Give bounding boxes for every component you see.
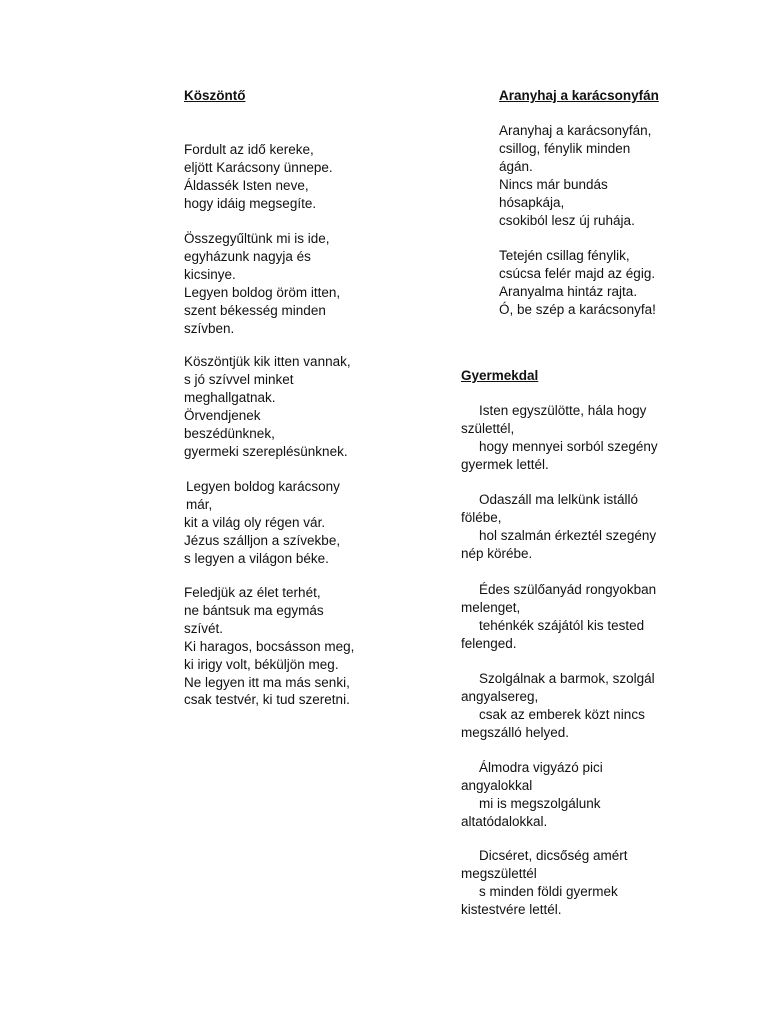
poem-line: csúcsa felér majd az égig. [499, 265, 656, 281]
poem-line: hósapkája, [499, 194, 565, 210]
poem-line: megszálló helyed. [461, 724, 570, 740]
stanza [184, 584, 354, 709]
poem-line: nép körébe. [461, 545, 533, 561]
poem-line: Ne legyen itt ma más senki, [184, 674, 350, 690]
poem-line: Isten egyszülötte, hála hogy [479, 403, 647, 418]
poem-line: Feledjük az élet terhét, [184, 585, 321, 600]
poem-line: ki irigy volt, béküljön meg. [184, 656, 339, 672]
poem-line: hol szalmán érkeztél szegény [479, 527, 657, 543]
stanza [461, 402, 658, 474]
poem-line: hogy mennyei sorból szegény [479, 438, 658, 454]
poem-line: ágán. [499, 158, 533, 174]
poem-line: Köszöntjük kik itten vannak, [184, 354, 351, 369]
poem-line: Odaszáll ma lelkünk istálló [479, 492, 639, 507]
poem-line: ne bántsuk ma egymás [184, 602, 324, 618]
poem-line: mi is megszolgálunk [479, 795, 601, 811]
poem-line: Édes szülőanyád rongyokban [479, 582, 657, 597]
poem-line: beszédünknek, [184, 425, 275, 441]
poem-line: születtél, [461, 420, 515, 436]
poem-line: már, [186, 496, 213, 512]
poem-line: meghallgatnak. [184, 389, 276, 405]
poem-line: Örvendjenek [184, 407, 261, 423]
stanza [499, 247, 656, 319]
poem-line: Összegyűltünk mi is ide, [184, 231, 330, 246]
stanza [461, 491, 656, 563]
poem-line: kicsinye. [184, 266, 236, 282]
poem-line: Ó, be szép a karácsonyfa! [499, 301, 656, 317]
poem-line: Dicséret, dicsőség amért [479, 848, 628, 863]
poem-line: eljött Karácsony ünnepe. [184, 159, 333, 175]
poem-line: Jézus szálljon a szívekbe, [184, 532, 341, 548]
poem-line: kit a világ oly régen vár. [184, 514, 326, 530]
stanza [184, 353, 351, 460]
poem-line: egyházunk nagyja és [184, 248, 311, 264]
poem-line: Ki haragos, bocsásson meg, [184, 638, 355, 654]
stanza [184, 478, 340, 568]
poem-line: megszülettél [461, 865, 537, 881]
poem-line: gyermeki szereplésünknek. [184, 443, 348, 459]
poem-line: angyalsereg, [461, 688, 539, 704]
poem-line: csokiból lesz új ruhája. [499, 212, 635, 228]
poem-title-gyermekdal: Gyermekdal [461, 368, 539, 383]
poem-line: altatódalokkal. [461, 813, 548, 829]
poem-line: fölébe, [461, 509, 502, 525]
poem-line: melenget, [461, 599, 521, 615]
poem-koszonto [184, 87, 355, 708]
poem-line: hogy idáig megsegíte. [184, 195, 317, 211]
poem-line: Tetején csillag fénylik, [499, 248, 630, 263]
poem-line: Aranyalma hintáz rajta. [499, 283, 638, 299]
poem-line: felenged. [461, 635, 517, 651]
poem-line: s legyen a világon béke. [184, 550, 329, 566]
poem-gyermekdal [461, 367, 658, 917]
poem-line: tehénkék szájától kis tested [479, 617, 645, 633]
stanza [461, 759, 603, 831]
stanza [461, 670, 655, 742]
poem-line: kistestvére lettél. [461, 901, 562, 917]
poem-line: csak testvér, ki tud szeretni. [184, 692, 350, 708]
poem-title-koszonto: Köszöntő [184, 88, 246, 103]
poem-line: Legyen boldog öröm itten, [184, 284, 341, 300]
stanza [184, 141, 333, 213]
poem-line: szívben. [184, 320, 235, 336]
stanza [184, 230, 340, 337]
poem-line: Áldassék Isten neve, [184, 177, 309, 193]
stanza [461, 847, 628, 919]
poem-line: Fordult az idő kereke, [184, 142, 314, 157]
stanza [461, 581, 656, 653]
poem-title-aranyhaj: Aranyhaj a karácsonyfán [499, 88, 659, 103]
poem-aranyhaj [499, 87, 659, 317]
poem-line: Nincs már bundás [499, 176, 608, 192]
poem-line: szívét. [184, 620, 224, 636]
poem-line: Álmodra vigyázó pici [479, 760, 603, 775]
poem-line: csak az emberek közt nincs [479, 706, 645, 722]
poem-line: gyermek lettél. [461, 456, 549, 472]
poem-line: angyalokkal [461, 777, 533, 793]
poem-line: csillog, fénylik minden [499, 140, 631, 156]
poem-line: Szolgálnak a barmok, szolgál [479, 671, 655, 686]
poem-line: s jó szívvel minket [184, 371, 294, 387]
poem-line: szent békesség minden [184, 302, 326, 318]
poem-line: Aranyhaj a karácsonyfán, [499, 123, 652, 138]
stanza [499, 122, 651, 229]
poem-line: Legyen boldog karácsony [186, 479, 340, 494]
poem-line: s minden földi gyermek [479, 883, 618, 899]
